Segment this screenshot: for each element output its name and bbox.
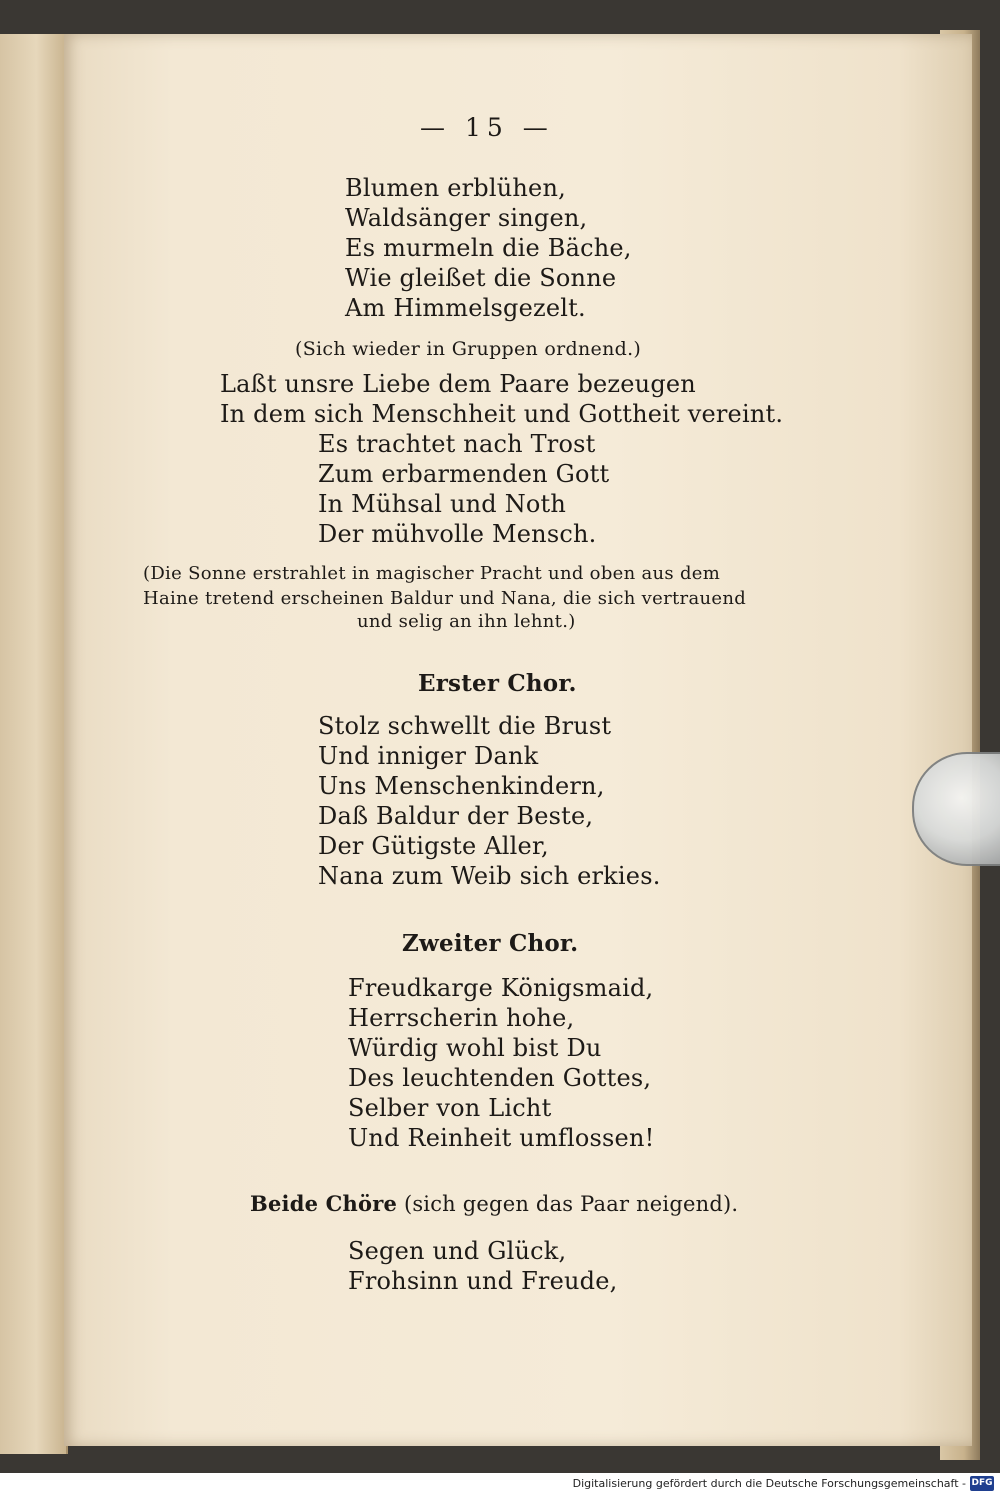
verse-line: Des leuchtenden Gottes, bbox=[348, 1064, 652, 1092]
verse-line: Stolz schwellt die Brust bbox=[318, 712, 612, 740]
verse-line: Selber von Licht bbox=[348, 1094, 552, 1122]
verse-line: Es trachtet nach Trost bbox=[318, 430, 596, 458]
verse-line: Nana zum Weib sich erkies. bbox=[318, 862, 661, 890]
verse-line: Der mühvolle Mensch. bbox=[318, 520, 597, 548]
chorus-heading bbox=[250, 1190, 738, 1218]
dfg-logo: DFG bbox=[970, 1476, 994, 1491]
stage-direction: (Sich wieder in Gruppen ordnend.) bbox=[295, 338, 642, 360]
verse-line: Würdig wohl bist Du bbox=[348, 1034, 602, 1062]
verse-line: Segen und Glück, bbox=[348, 1237, 567, 1265]
verse-line: Waldsänger singen, bbox=[345, 204, 588, 232]
chorus-heading: Erster Chor. bbox=[418, 670, 577, 697]
verse-line: Herrscherin hohe, bbox=[348, 1004, 575, 1032]
verse-line: Frohsinn und Freude, bbox=[348, 1267, 618, 1295]
verse-line: Blumen erblühen, bbox=[345, 174, 566, 202]
stage-direction: Haine tretend erscheinen Baldur und Nana, die sich vertrauend bbox=[143, 588, 747, 609]
chorus-heading-direction: (sich gegen das Paar neigend). bbox=[397, 1192, 739, 1216]
verse-line: Und inniger Dank bbox=[318, 742, 539, 770]
verse-line: In Mühsal und Noth bbox=[318, 490, 567, 518]
funding-credit: Digitalisierung gefördert durch die Deutsche Forschungsgemeinschaft - bbox=[572, 1477, 966, 1490]
verse-line: Freudkarge Königsmaid, bbox=[348, 974, 654, 1002]
verse-line: Der Gütigste Aller, bbox=[318, 832, 549, 860]
stage-direction: und selig an ihn lehnt.) bbox=[357, 611, 576, 632]
verse-line: Laßt unsre Liebe dem Paare bezeugen bbox=[220, 370, 696, 398]
verse-line: Und Reinheit umflossen! bbox=[348, 1124, 655, 1152]
chorus-heading-name: Beide Chöre bbox=[250, 1191, 398, 1216]
verse-line: Es murmeln die Bäche, bbox=[345, 234, 632, 262]
page-number: — 15 — bbox=[420, 113, 554, 142]
stage-direction: (Die Sonne erstrahlet in magischer Pracht und oben aus dem bbox=[143, 563, 721, 584]
verse-line: Uns Menschenkindern, bbox=[318, 772, 605, 800]
verse-line: Wie gleißet die Sonne bbox=[345, 264, 617, 292]
verse-line: Zum erbarmenden Gott bbox=[318, 460, 610, 488]
chorus-heading: Zweiter Chor. bbox=[402, 930, 579, 957]
verse-line: Am Himmelsgezelt. bbox=[345, 294, 586, 322]
verse-line: In dem sich Menschheit und Gottheit vereint. bbox=[220, 400, 784, 428]
verse-line: Daß Baldur der Beste, bbox=[318, 802, 594, 830]
